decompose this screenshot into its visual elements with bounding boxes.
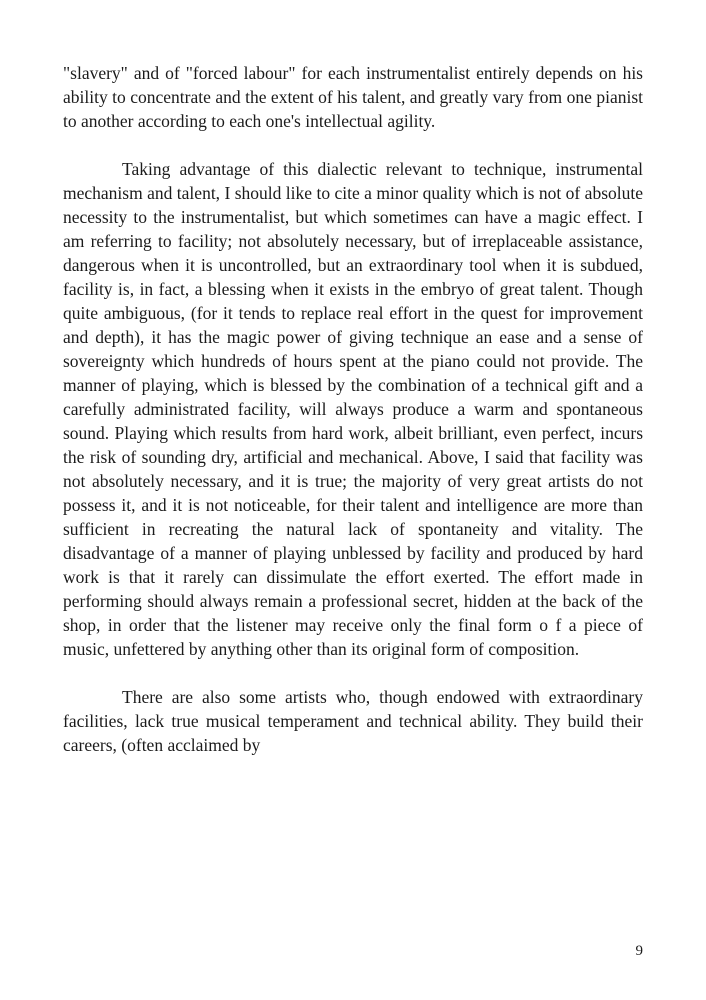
page-number: 9 — [635, 943, 643, 959]
text-column — [63, 61, 643, 757]
paragraph: There are also some artists who, though endowed with extraordinary facilities, lack true musical temperament and technical ability. They build their careers, (often acclaimed by — [63, 687, 643, 755]
paragraph: "slavery" and of "forced labour" for each instrumentalist entirely depends on his ability to concentrate and the extent of his talent, and greatly vary from one pianist to another according to each one's intellectual agility. — [63, 63, 643, 131]
paragraph: Taking advantage of this dialectic relevant to technique, instrumental mechanism and talent, I should like to cite a minor quality which is not of absolute necessity to the instrumentalist, but which sometimes can have a magic effect. I am referring to facility; not absolutely necessary, but of irreplaceable assistance, dangerous when it is uncontrolled, but an extraordinary tool when it is subdued, facility is, in fact, a blessing when it exists in the embryo of great talent. Though quite ambiguous, (for it tends to replace real effort in the quest for improvement and depth), it has the magic power of giving technique an ease and a sense of sovereignty which hundreds of hours spent at the piano could not provide. The manner of playing, which is blessed by the combination of a technical gift and a carefully administrated facility, will always produce a warm and spontaneous sound. Playing which results from hard work, albeit brilliant, even perfect, incurs the risk of sounding dry, artificial and mechanical. Above, I said that facility was not absolutely necessary, and it is true; the majority of very great artists do not possess it, and it is not noticeable, for their talent and intelligence are more than sufficient in recreating the natural lack of spontaneity and vitality. The disadvantage of a manner of playing unblessed by facility and produced by hard work is that it rarely can dissimulate the effort exerted. The effort made in performing should always remain a professional secret, hidden at the back of the shop, in order that the listener may receive only the final form o f a piece of music, unfettered by anything other than its original form of composition. — [63, 159, 643, 659]
